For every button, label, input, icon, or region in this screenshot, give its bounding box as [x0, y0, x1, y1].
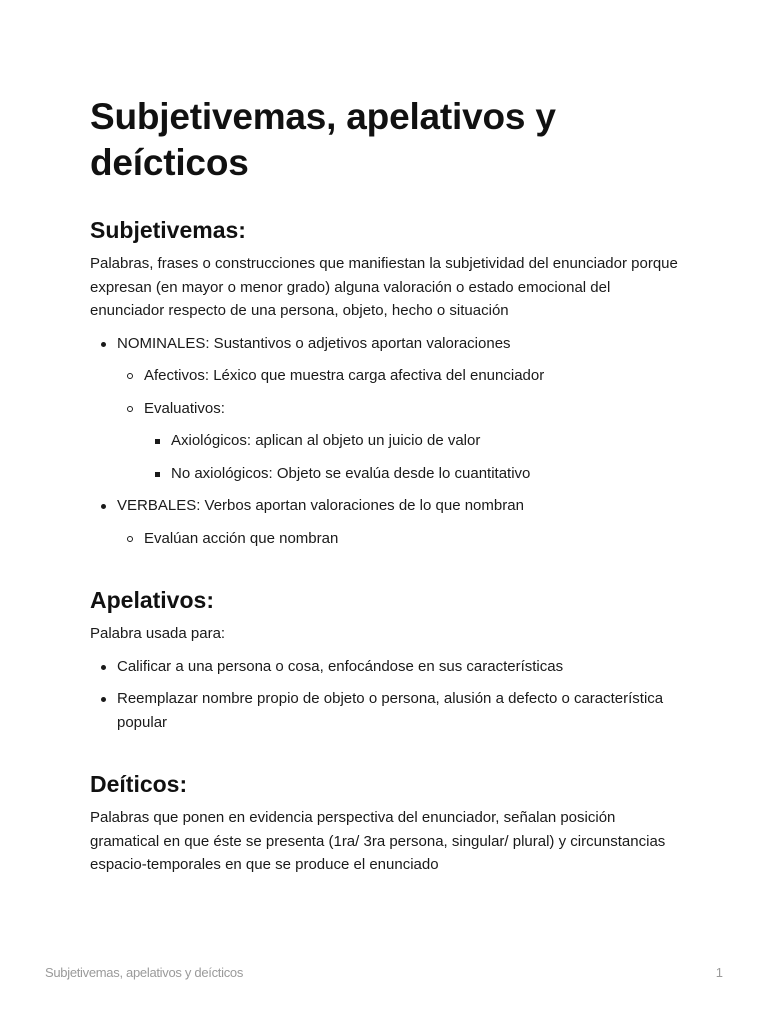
footer-page-number: 1 — [715, 965, 723, 980]
list-item-text: Afectivos: Léxico que muestra carga afectiva del enunciador — [144, 367, 545, 384]
list-item — [144, 429, 680, 453]
list-item-text: NOMINALES: Sustantivos o adjetivos aportan valoraciones — [117, 334, 511, 352]
section-apelativos — [90, 586, 680, 734]
list-item-text: Axiológicos: aplican al objeto un juicio de valor — [171, 432, 481, 449]
list-item-text: No axiológicos: Objeto se evalúa desde lo cuantitativo — [171, 464, 531, 482]
section-spacer — [90, 550, 680, 586]
bullet-list — [90, 655, 680, 735]
list-item — [117, 397, 680, 486]
list-item — [90, 655, 680, 679]
sub-bullet-list — [117, 364, 680, 485]
section-paragraph: Palabras, frases o construcciones que manifiestan la subjetividad del enunciador porque expresan (en mayor o menor grado) alguna valoración o estado emocional del enunciador respecto de una persona, objeto, hecho o situación — [90, 255, 678, 319]
section-heading: Subjetivemas: — [90, 217, 246, 243]
document-title: Subjetivemas, apelativos y deícticos — [90, 96, 556, 183]
bullet-list — [90, 332, 680, 551]
section-spacer — [90, 734, 680, 770]
list-item — [117, 527, 680, 551]
section-paragraph: Palabras que ponen en evidencia perspectiva del enunciador, señalan posición gramatical en que éste se presenta (1ra/ 3ra persona, singular/ plural) y circunstancias espacio-temporales en que se produce el enunciado — [90, 809, 666, 873]
sub-sub-bullet-list — [144, 429, 680, 485]
list-item — [144, 462, 680, 486]
list-item — [90, 494, 680, 550]
document-body — [90, 94, 680, 885]
section-heading: Deíticos: — [90, 771, 188, 797]
section-deiticos — [90, 770, 680, 877]
section-subjetivemas — [90, 216, 680, 550]
section-paragraph: Palabra usada para: — [90, 625, 226, 642]
list-item-text: Reemplazar nombre propio de objeto o persona, alusión a defecto o característica popular — [117, 690, 664, 731]
list-item — [90, 687, 680, 734]
section-heading: Apelativos: — [90, 587, 214, 613]
list-item-text: Evaluativos: — [144, 399, 225, 417]
sub-bullet-list — [117, 527, 680, 551]
list-item-text: Calificar a una persona o cosa, enfocándose en sus características — [117, 657, 564, 675]
list-item — [117, 364, 680, 388]
list-item-text: Evalúan acción que nombran — [144, 529, 339, 547]
list-item — [90, 332, 680, 486]
footer-document-title: Subjetivemas, apelativos y deícticos — [45, 965, 244, 980]
list-item-text: VERBALES: Verbos aportan valoraciones de lo que nombran — [117, 497, 524, 514]
